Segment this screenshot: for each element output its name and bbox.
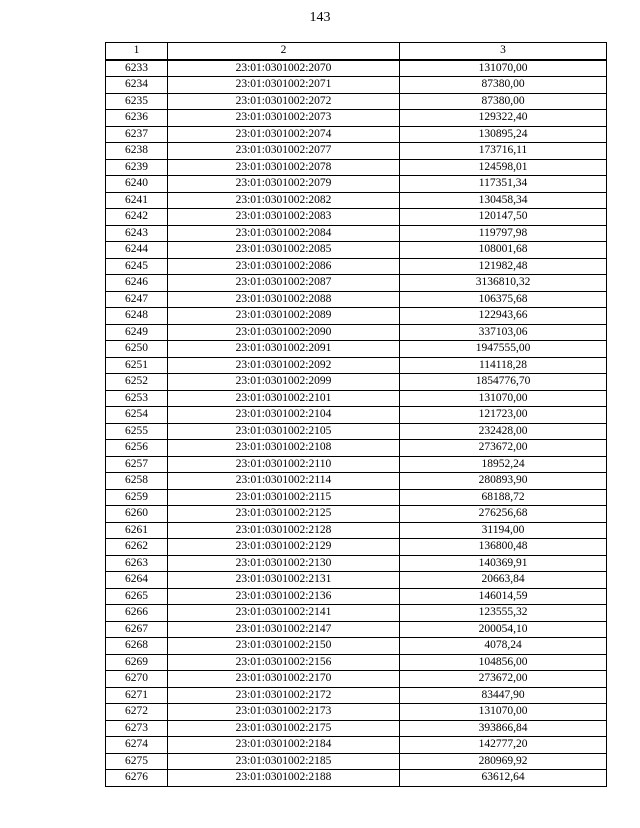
table-body bbox=[106, 60, 607, 787]
cadastral-number-cell: 23:01:0301002:2085 bbox=[168, 242, 400, 259]
page-number: 143 bbox=[309, 10, 331, 25]
row-number-cell: 6245 bbox=[106, 258, 168, 275]
value-cell: 131070,00 bbox=[400, 60, 607, 77]
table-row bbox=[106, 374, 607, 391]
table-row bbox=[106, 588, 607, 605]
cadastral-number-cell: 23:01:0301002:2072 bbox=[168, 93, 400, 110]
cadastral-number-cell: 23:01:0301002:2090 bbox=[168, 324, 400, 341]
row-number-cell: 6261 bbox=[106, 522, 168, 539]
row-number-cell: 6236 bbox=[106, 110, 168, 127]
cadastral-number-cell: 23:01:0301002:2092 bbox=[168, 357, 400, 374]
value-cell: 1854776,70 bbox=[400, 374, 607, 391]
value-cell: 119797,98 bbox=[400, 225, 607, 242]
cadastral-number-cell: 23:01:0301002:2147 bbox=[168, 621, 400, 638]
row-number-cell: 6241 bbox=[106, 192, 168, 209]
table-row bbox=[106, 522, 607, 539]
column-header-2: 2 bbox=[168, 43, 400, 60]
table-row bbox=[106, 770, 607, 787]
row-number-cell: 6253 bbox=[106, 390, 168, 407]
table-row bbox=[106, 341, 607, 358]
row-number-cell: 6270 bbox=[106, 671, 168, 688]
row-number-cell: 6235 bbox=[106, 93, 168, 110]
value-cell: 87380,00 bbox=[400, 77, 607, 94]
column-header-1: 1 bbox=[106, 43, 168, 60]
row-number-cell: 6268 bbox=[106, 638, 168, 655]
cadastral-number-cell: 23:01:0301002:2079 bbox=[168, 176, 400, 193]
table-row bbox=[106, 60, 607, 77]
row-number-cell: 6240 bbox=[106, 176, 168, 193]
table-row bbox=[106, 555, 607, 572]
cadastral-number-cell: 23:01:0301002:2077 bbox=[168, 143, 400, 160]
table-row bbox=[106, 192, 607, 209]
cadastral-number-cell: 23:01:0301002:2099 bbox=[168, 374, 400, 391]
table-row bbox=[106, 473, 607, 490]
value-cell: 114118,28 bbox=[400, 357, 607, 374]
value-cell: 117351,34 bbox=[400, 176, 607, 193]
row-number-cell: 6265 bbox=[106, 588, 168, 605]
row-number-cell: 6257 bbox=[106, 456, 168, 473]
value-cell: 1947555,00 bbox=[400, 341, 607, 358]
value-cell: 108001,68 bbox=[400, 242, 607, 259]
table-row bbox=[106, 126, 607, 143]
table-row bbox=[106, 390, 607, 407]
row-number-cell: 6275 bbox=[106, 753, 168, 770]
row-number-cell: 6256 bbox=[106, 440, 168, 457]
cadastral-number-cell: 23:01:0301002:2128 bbox=[168, 522, 400, 539]
value-cell: 3136810,32 bbox=[400, 275, 607, 292]
cadastral-number-cell: 23:01:0301002:2087 bbox=[168, 275, 400, 292]
table-row bbox=[106, 440, 607, 457]
registry-table bbox=[105, 42, 607, 787]
cadastral-number-cell: 23:01:0301002:2101 bbox=[168, 390, 400, 407]
row-number-cell: 6250 bbox=[106, 341, 168, 358]
cadastral-number-cell: 23:01:0301002:2110 bbox=[168, 456, 400, 473]
cadastral-number-cell: 23:01:0301002:2070 bbox=[168, 60, 400, 77]
table-row bbox=[106, 143, 607, 160]
value-cell: 173716,11 bbox=[400, 143, 607, 160]
header-row bbox=[106, 43, 607, 60]
table-row bbox=[106, 242, 607, 259]
value-cell: 4078,24 bbox=[400, 638, 607, 655]
row-number-cell: 6274 bbox=[106, 737, 168, 754]
value-cell: 83447,90 bbox=[400, 687, 607, 704]
row-number-cell: 6260 bbox=[106, 506, 168, 523]
table-row bbox=[106, 291, 607, 308]
table-row bbox=[106, 159, 607, 176]
table-row bbox=[106, 737, 607, 754]
value-cell: 130895,24 bbox=[400, 126, 607, 143]
value-cell: 20663,84 bbox=[400, 572, 607, 589]
value-cell: 68188,72 bbox=[400, 489, 607, 506]
table-row bbox=[106, 209, 607, 226]
cadastral-number-cell: 23:01:0301002:2129 bbox=[168, 539, 400, 556]
value-cell: 273672,00 bbox=[400, 440, 607, 457]
cadastral-number-cell: 23:01:0301002:2184 bbox=[168, 737, 400, 754]
cadastral-number-cell: 23:01:0301002:2156 bbox=[168, 654, 400, 671]
row-number-cell: 6233 bbox=[106, 60, 168, 77]
value-cell: 124598,01 bbox=[400, 159, 607, 176]
row-number-cell: 6258 bbox=[106, 473, 168, 490]
row-number-cell: 6276 bbox=[106, 770, 168, 787]
table-row bbox=[106, 638, 607, 655]
value-cell: 130458,34 bbox=[400, 192, 607, 209]
value-cell: 31194,00 bbox=[400, 522, 607, 539]
cadastral-number-cell: 23:01:0301002:2074 bbox=[168, 126, 400, 143]
cadastral-number-cell: 23:01:0301002:2086 bbox=[168, 258, 400, 275]
row-number-cell: 6246 bbox=[106, 275, 168, 292]
value-cell: 121982,48 bbox=[400, 258, 607, 275]
cadastral-number-cell: 23:01:0301002:2091 bbox=[168, 341, 400, 358]
cadastral-number-cell: 23:01:0301002:2131 bbox=[168, 572, 400, 589]
cadastral-number-cell: 23:01:0301002:2150 bbox=[168, 638, 400, 655]
cadastral-number-cell: 23:01:0301002:2141 bbox=[168, 605, 400, 622]
table-row bbox=[106, 258, 607, 275]
row-number-cell: 6248 bbox=[106, 308, 168, 325]
row-number-cell: 6249 bbox=[106, 324, 168, 341]
row-number-cell: 6251 bbox=[106, 357, 168, 374]
table-row bbox=[106, 407, 607, 424]
table-row bbox=[106, 654, 607, 671]
row-number-cell: 6239 bbox=[106, 159, 168, 176]
value-cell: 121723,00 bbox=[400, 407, 607, 424]
row-number-cell: 6271 bbox=[106, 687, 168, 704]
value-cell: 131070,00 bbox=[400, 390, 607, 407]
table-row bbox=[106, 93, 607, 110]
value-cell: 122943,66 bbox=[400, 308, 607, 325]
row-number-cell: 6247 bbox=[106, 291, 168, 308]
row-number-cell: 6254 bbox=[106, 407, 168, 424]
table-row bbox=[106, 704, 607, 721]
value-cell: 120147,50 bbox=[400, 209, 607, 226]
value-cell: 280893,90 bbox=[400, 473, 607, 490]
value-cell: 140369,91 bbox=[400, 555, 607, 572]
row-number-cell: 6252 bbox=[106, 374, 168, 391]
row-number-cell: 6238 bbox=[106, 143, 168, 160]
cadastral-number-cell: 23:01:0301002:2115 bbox=[168, 489, 400, 506]
row-number-cell: 6242 bbox=[106, 209, 168, 226]
table-row bbox=[106, 176, 607, 193]
cadastral-number-cell: 23:01:0301002:2185 bbox=[168, 753, 400, 770]
table-row bbox=[106, 605, 607, 622]
table-row bbox=[106, 621, 607, 638]
value-cell: 106375,68 bbox=[400, 291, 607, 308]
value-cell: 393866,84 bbox=[400, 720, 607, 737]
cadastral-number-cell: 23:01:0301002:2125 bbox=[168, 506, 400, 523]
table-row bbox=[106, 506, 607, 523]
cadastral-number-cell: 23:01:0301002:2114 bbox=[168, 473, 400, 490]
value-cell: 232428,00 bbox=[400, 423, 607, 440]
row-number-cell: 6244 bbox=[106, 242, 168, 259]
cadastral-number-cell: 23:01:0301002:2084 bbox=[168, 225, 400, 242]
column-header-3: 3 bbox=[400, 43, 607, 60]
value-cell: 18952,24 bbox=[400, 456, 607, 473]
cadastral-number-cell: 23:01:0301002:2130 bbox=[168, 555, 400, 572]
value-cell: 142777,20 bbox=[400, 737, 607, 754]
cadastral-number-cell: 23:01:0301002:2089 bbox=[168, 308, 400, 325]
table-row bbox=[106, 456, 607, 473]
row-number-cell: 6263 bbox=[106, 555, 168, 572]
cadastral-number-cell: 23:01:0301002:2170 bbox=[168, 671, 400, 688]
table-row bbox=[106, 324, 607, 341]
value-cell: 131070,00 bbox=[400, 704, 607, 721]
cadastral-number-cell: 23:01:0301002:2071 bbox=[168, 77, 400, 94]
row-number-cell: 6266 bbox=[106, 605, 168, 622]
table-row bbox=[106, 77, 607, 94]
cadastral-number-cell: 23:01:0301002:2136 bbox=[168, 588, 400, 605]
table-row bbox=[106, 753, 607, 770]
value-cell: 129322,40 bbox=[400, 110, 607, 127]
row-number-cell: 6234 bbox=[106, 77, 168, 94]
row-number-cell: 6272 bbox=[106, 704, 168, 721]
cadastral-number-cell: 23:01:0301002:2173 bbox=[168, 704, 400, 721]
table-row bbox=[106, 110, 607, 127]
cadastral-number-cell: 23:01:0301002:2073 bbox=[168, 110, 400, 127]
cadastral-number-cell: 23:01:0301002:2175 bbox=[168, 720, 400, 737]
cadastral-number-cell: 23:01:0301002:2078 bbox=[168, 159, 400, 176]
table-row bbox=[106, 720, 607, 737]
cadastral-number-cell: 23:01:0301002:2172 bbox=[168, 687, 400, 704]
row-number-cell: 6262 bbox=[106, 539, 168, 556]
row-number-cell: 6255 bbox=[106, 423, 168, 440]
table-row bbox=[106, 572, 607, 589]
value-cell: 280969,92 bbox=[400, 753, 607, 770]
table-header bbox=[106, 43, 607, 60]
cadastral-number-cell: 23:01:0301002:2088 bbox=[168, 291, 400, 308]
value-cell: 146014,59 bbox=[400, 588, 607, 605]
value-cell: 276256,68 bbox=[400, 506, 607, 523]
table-row bbox=[106, 687, 607, 704]
table-row bbox=[106, 671, 607, 688]
row-number-cell: 6237 bbox=[106, 126, 168, 143]
cadastral-number-cell: 23:01:0301002:2105 bbox=[168, 423, 400, 440]
table-row bbox=[106, 489, 607, 506]
row-number-cell: 6264 bbox=[106, 572, 168, 589]
value-cell: 104856,00 bbox=[400, 654, 607, 671]
cadastral-number-cell: 23:01:0301002:2104 bbox=[168, 407, 400, 424]
table-row bbox=[106, 275, 607, 292]
value-cell: 136800,48 bbox=[400, 539, 607, 556]
cadastral-number-cell: 23:01:0301002:2082 bbox=[168, 192, 400, 209]
row-number-cell: 6273 bbox=[106, 720, 168, 737]
table-row bbox=[106, 423, 607, 440]
value-cell: 337103,06 bbox=[400, 324, 607, 341]
table-row bbox=[106, 539, 607, 556]
row-number-cell: 6269 bbox=[106, 654, 168, 671]
value-cell: 273672,00 bbox=[400, 671, 607, 688]
value-cell: 87380,00 bbox=[400, 93, 607, 110]
cadastral-number-cell: 23:01:0301002:2108 bbox=[168, 440, 400, 457]
row-number-cell: 6267 bbox=[106, 621, 168, 638]
cadastral-number-cell: 23:01:0301002:2083 bbox=[168, 209, 400, 226]
value-cell: 63612,64 bbox=[400, 770, 607, 787]
value-cell: 200054,10 bbox=[400, 621, 607, 638]
table-row bbox=[106, 308, 607, 325]
row-number-cell: 6259 bbox=[106, 489, 168, 506]
value-cell: 123555,32 bbox=[400, 605, 607, 622]
table-row bbox=[106, 225, 607, 242]
row-number-cell: 6243 bbox=[106, 225, 168, 242]
cadastral-number-cell: 23:01:0301002:2188 bbox=[168, 770, 400, 787]
table-row bbox=[106, 357, 607, 374]
